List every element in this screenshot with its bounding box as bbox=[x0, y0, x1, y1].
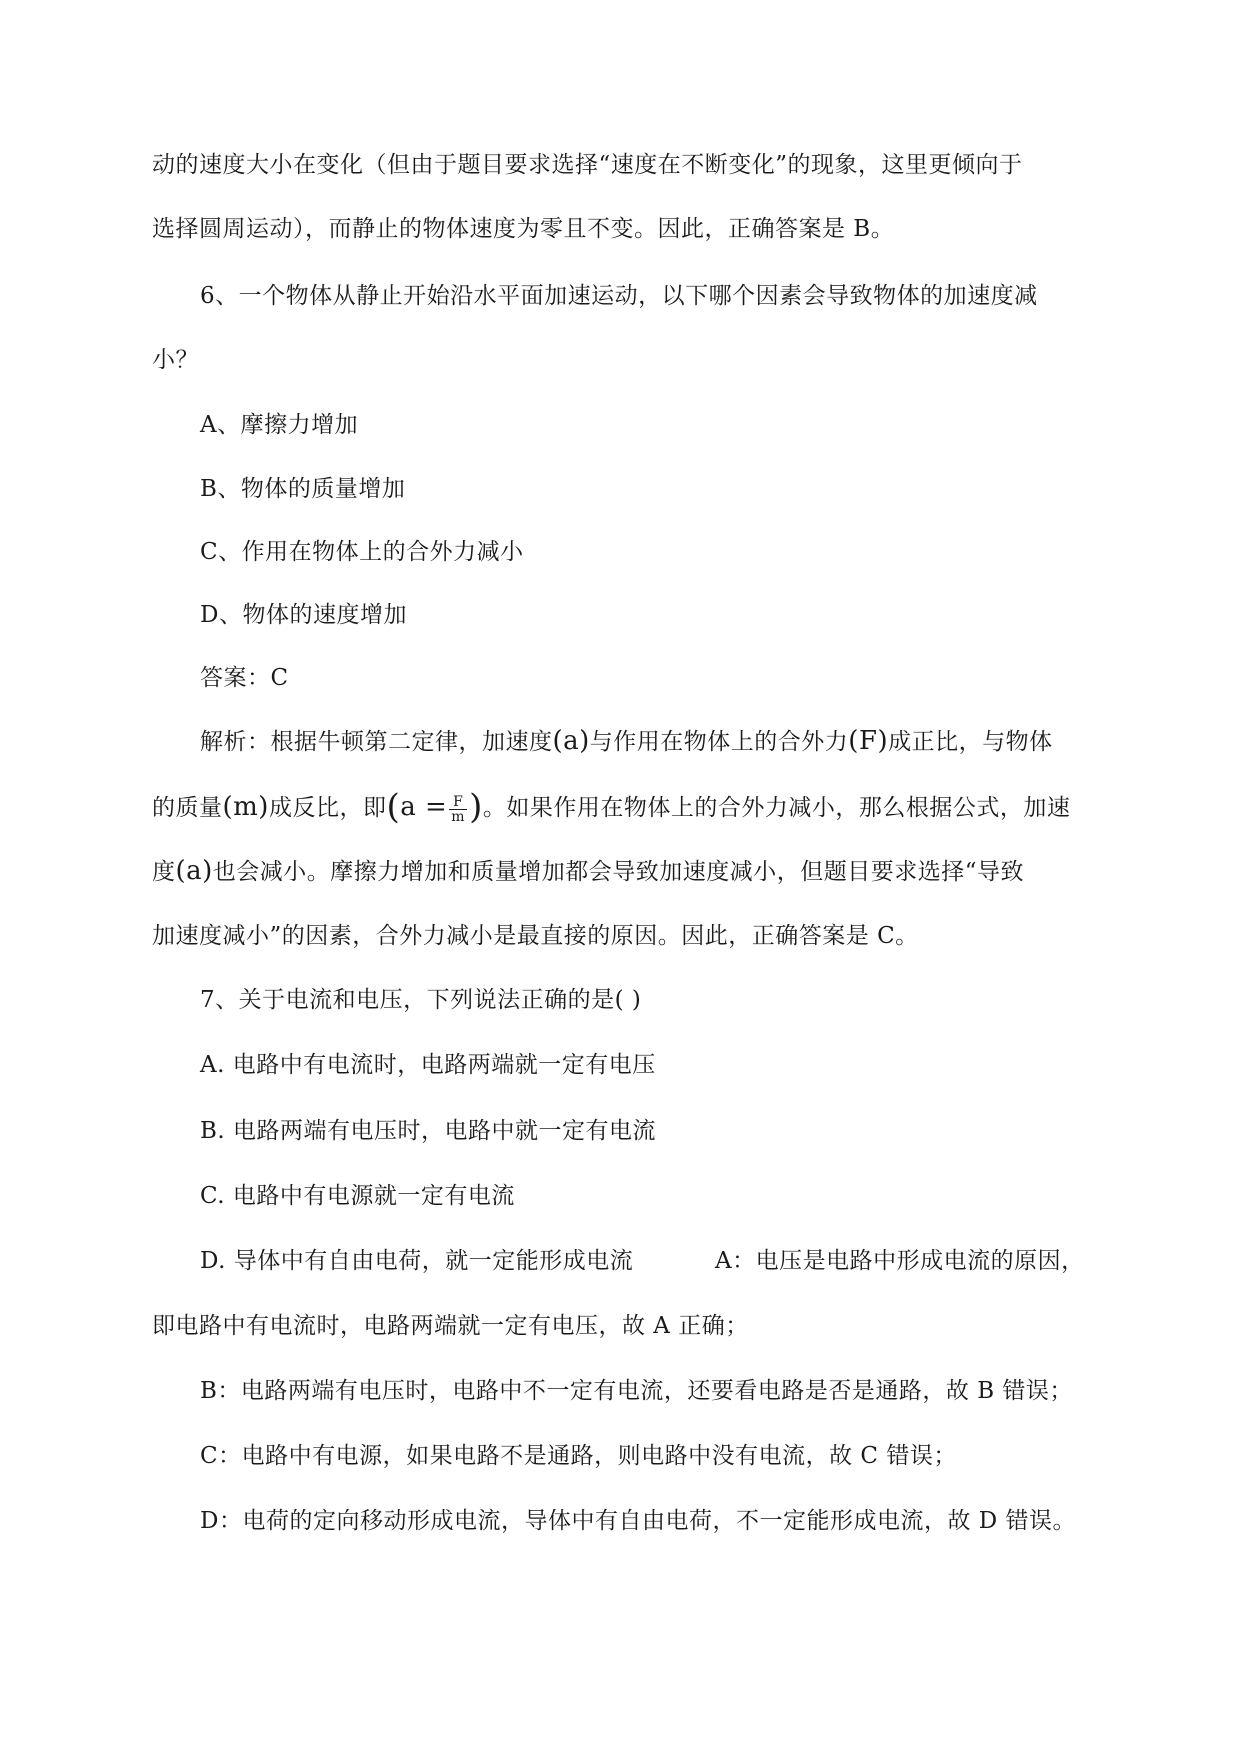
math-symbol: (a) bbox=[552, 726, 590, 756]
bracket-right: ) bbox=[469, 787, 483, 827]
question-6-stem-continued: 小？ bbox=[152, 347, 199, 373]
question-6-stem: 6、一个物体从静止开始沿水平面加速运动，以下哪个因素会导致物体的加速度减 bbox=[200, 283, 1038, 309]
explanation-line bbox=[152, 787, 1071, 827]
option-d: D. 导体中有自由电荷，就一定能形成电流 bbox=[200, 1248, 634, 1274]
explanation-text: 的质量 bbox=[152, 795, 223, 821]
formula-denominator: m bbox=[451, 808, 466, 825]
math-symbol: (F) bbox=[848, 726, 889, 756]
option-c: C、作用在物体上的合外力减小 bbox=[200, 539, 524, 565]
option-d: D、物体的速度增加 bbox=[200, 602, 407, 628]
explanation-text: 解析：根据牛顿第二定律，加速度 bbox=[200, 729, 553, 755]
explanation-line bbox=[152, 856, 1024, 887]
explanation-text: 成正比，与物体 bbox=[888, 729, 1053, 755]
option-b: B、物体的质量增加 bbox=[200, 476, 406, 502]
explanation-line: D：电荷的定向移动形成电流，导体中有自由电荷，不一定能形成电流，故 D 错误。 bbox=[200, 1508, 1077, 1534]
math-symbol: (a) bbox=[175, 856, 213, 886]
math-symbol: (m) bbox=[222, 792, 269, 822]
formula-fraction bbox=[449, 795, 467, 824]
explanation-text: 与作用在物体上的合外力 bbox=[589, 729, 849, 755]
text-line: 选择圆周运动），而静止的物体速度为零且不变。因此，正确答案是 B。 bbox=[152, 216, 895, 242]
explanation-line: 加速度减小”的因素，合外力减小是最直接的原因。因此，正确答案是 C。 bbox=[152, 923, 919, 949]
explanation-text: 成反比，即 bbox=[268, 795, 387, 821]
option-a: A. 电路中有电流时，电路两端就一定有电压 bbox=[200, 1052, 656, 1078]
question-7-stem: 7、关于电流和电压，下列说法正确的是( ) bbox=[200, 987, 642, 1013]
option-b: B. 电路两端有电压时，电路中就一定有电流 bbox=[200, 1118, 657, 1144]
option-a: A、摩擦力增加 bbox=[200, 412, 359, 438]
bracket-left: ( bbox=[386, 787, 401, 827]
explanation-text: 。如果作用在物体上的合外力减小，那么根据公式，加速 bbox=[482, 795, 1071, 821]
explanation-line bbox=[200, 726, 1053, 757]
explanation-line: C：电路中有电源，如果电路不是通路，则电路中没有电流，故 C 错误； bbox=[200, 1443, 957, 1469]
answer-line: 答案：C bbox=[200, 665, 289, 691]
explanation-line: B：电路两端有电压时，电路中不一定有电流，还要看电路是否是通路，故 B 错误； bbox=[200, 1378, 1073, 1404]
explanation-text: 也会减小。摩擦力增加和质量增加都会导致加速度减小，但题目要求选择“导致 bbox=[212, 859, 1025, 885]
option-c: C. 电路中有电源就一定有电流 bbox=[200, 1183, 515, 1209]
formula-lhs: a = bbox=[400, 792, 448, 822]
text-line: 动的速度大小在变化（但由于题目要求选择“速度在不断变化”的现象，这里更倾向于 bbox=[152, 152, 1023, 178]
explanation-text: 度 bbox=[152, 859, 176, 885]
explanation-line: 即电路中有电流时，电路两端就一定有电压，故 A 正确； bbox=[152, 1313, 749, 1339]
explanation-line: A：电压是电路中形成电流的原因， bbox=[715, 1248, 1085, 1274]
formula-numerator: F bbox=[449, 795, 467, 810]
